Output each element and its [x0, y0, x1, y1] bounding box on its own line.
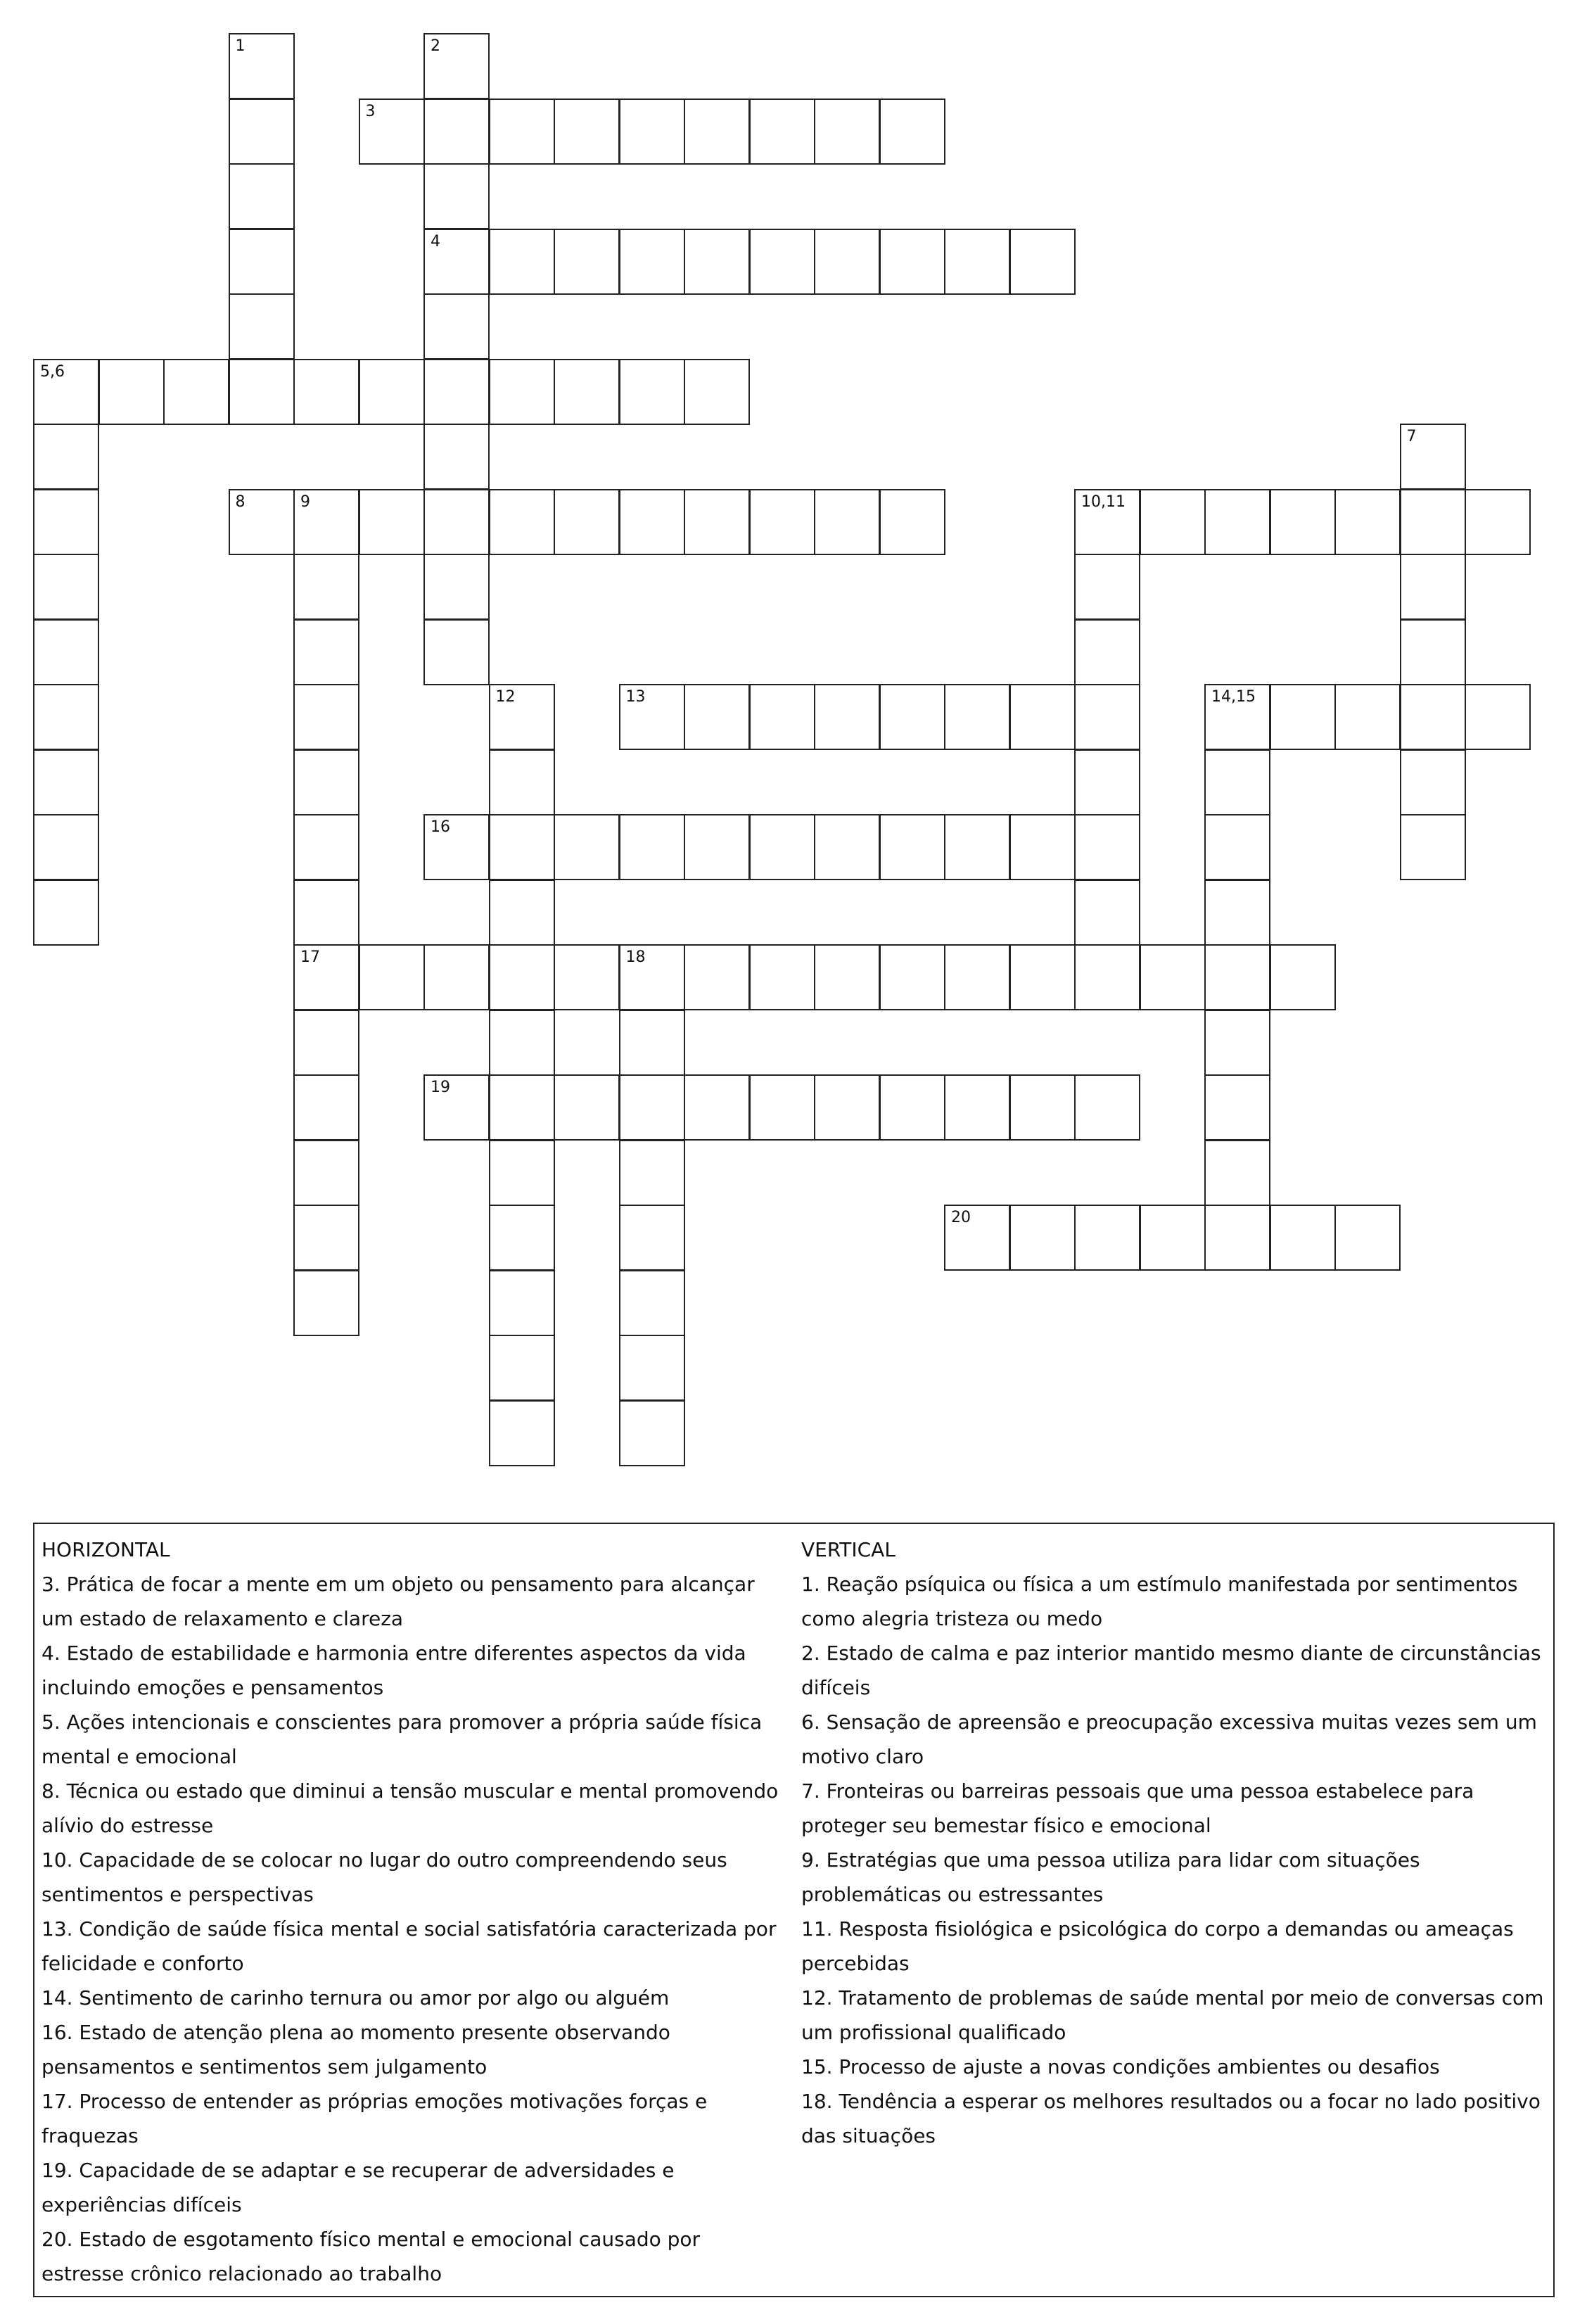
grid-cell[interactable] [33, 424, 99, 490]
grid-cell[interactable] [163, 359, 229, 425]
grid-cell[interactable] [33, 749, 99, 815]
grid-cell[interactable] [423, 619, 490, 685]
grid-cell[interactable] [293, 619, 359, 685]
grid-cell[interactable] [33, 814, 99, 880]
grid-cell[interactable] [619, 99, 685, 165]
clue-h-5: 5. Ações intencionais e conscientes para promover a própria saúde física mental e emocional [42, 1710, 763, 1768]
grid-cell[interactable] [489, 749, 555, 815]
grid-cell[interactable] [293, 1205, 359, 1271]
grid-cell[interactable] [1204, 944, 1270, 1010]
grid-cell[interactable] [619, 684, 685, 750]
clue-number: 14,15 [1211, 688, 1256, 706]
grid-cell[interactable] [489, 1400, 555, 1466]
grid-cell[interactable] [1204, 1140, 1270, 1206]
horizontal-clues [42, 1532, 787, 2291]
grid-cell[interactable] [1400, 489, 1466, 555]
horizontal-heading: HORIZONTAL [42, 1538, 170, 1561]
grid-cell[interactable] [33, 554, 99, 620]
grid-cell[interactable] [1009, 684, 1076, 750]
clues-box [33, 1523, 1555, 2297]
grid-cell[interactable] [1334, 684, 1401, 750]
grid-cell[interactable] [814, 1074, 880, 1141]
grid-cell[interactable] [423, 33, 490, 99]
clue-number: 20 [951, 1209, 971, 1226]
grid-cell[interactable] [489, 489, 555, 555]
grid-cell[interactable] [1270, 684, 1336, 750]
clue-number: 8 [235, 493, 246, 511]
grid-cell[interactable] [879, 229, 945, 295]
grid-cell[interactable] [489, 880, 555, 946]
grid-cell[interactable] [554, 1074, 620, 1141]
grid-cell[interactable] [814, 229, 880, 295]
clue-number: 12 [495, 688, 516, 706]
grid-cell[interactable] [293, 1140, 359, 1206]
clue-number: 7 [1406, 428, 1417, 445]
grid-cell[interactable] [293, 880, 359, 946]
grid-cell[interactable] [814, 814, 880, 880]
grid-cell[interactable] [944, 944, 1010, 1010]
grid-cell[interactable] [1400, 749, 1466, 815]
grid-cell[interactable] [879, 684, 945, 750]
grid-cell[interactable] [489, 1205, 555, 1271]
grid-cell[interactable] [1074, 944, 1140, 1010]
clue-number: 19 [431, 1079, 450, 1096]
grid-cell[interactable] [1009, 229, 1076, 295]
grid-cell[interactable] [33, 684, 99, 750]
grid-cell[interactable] [619, 1074, 685, 1141]
grid-cell[interactable] [229, 489, 295, 555]
grid-cell[interactable] [1074, 1074, 1140, 1141]
clue-h-16: 16. Estado de atenção plena ao momento presente observando pensamentos e sentimentos sem julgamento [42, 2021, 670, 2078]
grid-cell[interactable] [619, 1205, 685, 1271]
clue-h-8: 8. Técnica ou estado que diminui a tensão muscular e mental promovendo alívio do estresse [42, 1779, 779, 1837]
clue-number: 17 [300, 948, 320, 966]
grid-cell[interactable] [1270, 944, 1336, 1010]
clue-h-4: 4. Estado de estabilidade e harmonia entre diferentes aspectos da vida incluindo emoções e pensamentos [42, 1642, 746, 1699]
grid-cell[interactable] [423, 489, 490, 555]
grid-cell[interactable] [619, 1270, 685, 1336]
grid-cell[interactable] [684, 814, 750, 880]
grid-cell[interactable] [1204, 749, 1270, 815]
grid-cell[interactable] [944, 1074, 1010, 1141]
grid-cell[interactable] [229, 359, 295, 425]
grid-cell[interactable] [879, 1074, 945, 1141]
grid-cell[interactable] [1074, 749, 1140, 815]
grid-cell[interactable] [879, 814, 945, 880]
grid-cell[interactable] [33, 619, 99, 685]
grid-cell[interactable] [423, 163, 490, 229]
grid-cell[interactable] [619, 1335, 685, 1401]
grid-cell[interactable] [749, 229, 815, 295]
grid-cell[interactable] [489, 944, 555, 1010]
grid-cell[interactable] [944, 229, 1010, 295]
grid-cell[interactable] [489, 1335, 555, 1401]
clue-number: 1 [235, 37, 246, 55]
grid-cell[interactable] [619, 944, 685, 1010]
clue-h-13: 13. Condição de saúde física mental e social satisfatória caracterizada por felicidade e conforto [42, 1917, 777, 1975]
vertical-clues [801, 1532, 1547, 2153]
grid-cell[interactable] [1204, 489, 1270, 555]
clue-v-2: 2. Estado de calma e paz interior mantido mesmo diante de circunstâncias difíceis [801, 1642, 1541, 1699]
grid-cell[interactable] [944, 1205, 1010, 1271]
grid-cell[interactable] [619, 814, 685, 880]
grid-cell[interactable] [423, 359, 490, 425]
grid-cell[interactable] [1465, 684, 1531, 750]
grid-cell[interactable] [293, 814, 359, 880]
grid-cell[interactable] [749, 489, 815, 555]
clue-h-10: 10. Capacidade de se colocar no lugar do outro compreendendo seus sentimentos e perspectivas [42, 1848, 727, 1906]
grid-cell[interactable] [359, 99, 425, 165]
grid-cell[interactable] [1140, 944, 1206, 1010]
grid-cell[interactable] [749, 99, 815, 165]
grid-cell[interactable] [1400, 424, 1466, 490]
clue-v-12: 12. Tratamento de problemas de saúde mental por meio de conversas com um profissional qualificado [801, 1986, 1544, 2044]
clue-number: 10,11 [1081, 493, 1126, 511]
grid-cell[interactable] [879, 944, 945, 1010]
grid-cell[interactable] [749, 944, 815, 1010]
grid-cell[interactable] [1074, 684, 1140, 750]
clue-number: 16 [431, 818, 450, 836]
grid-cell[interactable] [489, 1140, 555, 1206]
grid-cell[interactable] [423, 293, 490, 360]
grid-cell[interactable] [1140, 489, 1206, 555]
grid-cell[interactable] [489, 1270, 555, 1336]
clue-v-1: 1. Reação psíquica ou física a um estímulo manifestada por sentimentos como alegria tristeza ou medo [801, 1573, 1518, 1630]
grid-cell[interactable] [229, 33, 295, 99]
grid-cell[interactable] [423, 99, 490, 165]
grid-cell[interactable] [489, 359, 555, 425]
grid-cell[interactable] [1009, 1074, 1076, 1141]
grid-cell[interactable] [423, 1074, 490, 1141]
grid-cell[interactable] [229, 293, 295, 360]
grid-cell[interactable] [423, 814, 490, 880]
clue-h-19: 19. Capacidade de se adaptar e se recuperar de adversidades e experiências difíceis [42, 2159, 675, 2216]
grid-cell[interactable] [489, 814, 555, 880]
grid-cell[interactable] [554, 489, 620, 555]
grid-cell[interactable] [1204, 814, 1270, 880]
grid-cell[interactable] [229, 99, 295, 165]
grid-cell[interactable] [1204, 684, 1270, 750]
clue-v-6: 6. Sensação de apreensão e preocupação excessiva muitas vezes sem um motivo claro [801, 1710, 1537, 1768]
grid-cell[interactable] [1400, 684, 1466, 750]
grid-cell[interactable] [1400, 619, 1466, 685]
grid-cell[interactable] [229, 163, 295, 229]
clue-number: 18 [625, 948, 646, 966]
grid-cell[interactable] [554, 814, 620, 880]
grid-cell[interactable] [423, 944, 490, 1010]
grid-cell[interactable] [1204, 1010, 1270, 1076]
grid-cell[interactable] [749, 684, 815, 750]
grid-cell[interactable] [33, 880, 99, 946]
grid-cell[interactable] [1204, 1205, 1270, 1271]
grid-cell[interactable] [749, 814, 815, 880]
clue-h-20: 20. Estado de esgotamento físico mental e emocional causado por estresse crônico relacionado ao trabalho [42, 2228, 701, 2285]
grid-cell[interactable] [33, 489, 99, 555]
grid-cell[interactable] [1334, 1205, 1401, 1271]
clue-v-9: 9. Estratégias que uma pessoa utiliza para lidar com situações problemáticas ou estressantes [801, 1848, 1420, 1906]
grid-cell[interactable] [423, 229, 490, 295]
grid-cell[interactable] [293, 944, 359, 1010]
grid-cell[interactable] [814, 489, 880, 555]
clue-number: 9 [300, 493, 310, 511]
grid-cell[interactable] [1009, 1205, 1076, 1271]
grid-cell[interactable] [684, 99, 750, 165]
grid-cell[interactable] [684, 1074, 750, 1141]
grid-cell[interactable] [293, 1270, 359, 1336]
grid-cell[interactable] [814, 944, 880, 1010]
grid-cell[interactable] [359, 359, 425, 425]
grid-cell[interactable] [1270, 1205, 1336, 1271]
clue-h-17: 17. Processo de entender as próprias emoções motivações forças e fraquezas [42, 2090, 708, 2147]
grid-cell[interactable] [1074, 619, 1140, 685]
grid-cell[interactable] [619, 1010, 685, 1076]
grid-cell[interactable] [1009, 944, 1076, 1010]
grid-cell[interactable] [1334, 489, 1401, 555]
clue-v-7: 7. Fronteiras ou barreiras pessoais que uma pessoa estabelece para proteger seu bemestar físico e emocional [801, 1779, 1474, 1837]
grid-cell[interactable] [489, 1074, 555, 1141]
grid-cell[interactable] [1009, 814, 1076, 880]
grid-cell[interactable] [293, 554, 359, 620]
grid-cell[interactable] [293, 1010, 359, 1076]
grid-cell[interactable] [293, 749, 359, 815]
clue-v-15: 15. Processo de ajuste a novas condições ambientes ou desafios [801, 2055, 1440, 2078]
grid-cell[interactable] [359, 944, 425, 1010]
grid-cell[interactable] [489, 229, 555, 295]
grid-cell[interactable] [1204, 880, 1270, 946]
grid-cell[interactable] [293, 1074, 359, 1141]
clue-number: 4 [431, 232, 440, 250]
grid-cell[interactable] [1140, 1205, 1206, 1271]
grid-cell[interactable] [1270, 489, 1336, 555]
grid-cell[interactable] [489, 99, 555, 165]
grid-cell[interactable] [1074, 814, 1140, 880]
grid-cell[interactable] [619, 229, 685, 295]
grid-cell[interactable] [554, 229, 620, 295]
grid-cell[interactable] [423, 424, 490, 490]
grid-cell[interactable] [684, 489, 750, 555]
grid-cell[interactable] [1074, 880, 1140, 946]
grid-cell[interactable] [1074, 489, 1140, 555]
grid-cell[interactable] [619, 359, 685, 425]
grid-cell[interactable] [554, 359, 620, 425]
grid-cell[interactable] [944, 684, 1010, 750]
grid-cell[interactable] [554, 944, 620, 1010]
grid-cell[interactable] [98, 359, 165, 425]
grid-cell[interactable] [1400, 554, 1466, 620]
grid-cell[interactable] [1204, 1074, 1270, 1141]
grid-cell[interactable] [1074, 1205, 1140, 1271]
clue-h-14: 14. Sentimento de carinho ternura ou amor por algo ou alguém [42, 1986, 670, 2009]
grid-cell[interactable] [814, 684, 880, 750]
clue-h-3: 3. Prática de focar a mente em um objeto ou pensamento para alcançar um estado de relaxamento e clareza [42, 1573, 755, 1630]
grid-cell[interactable] [293, 359, 359, 425]
grid-cell[interactable] [229, 229, 295, 295]
grid-cell[interactable] [619, 1140, 685, 1206]
clue-number: 5,6 [40, 362, 65, 381]
grid-cell[interactable] [1465, 489, 1531, 555]
clue-v-18: 18. Tendência a esperar os melhores resultados ou a focar no lado positivo das situações [801, 2090, 1541, 2147]
grid-cell[interactable] [489, 1010, 555, 1076]
grid-cell[interactable] [879, 489, 945, 555]
grid-cell[interactable] [749, 1074, 815, 1141]
grid-cell[interactable] [619, 1400, 685, 1466]
grid-cell[interactable] [1400, 814, 1466, 880]
clue-v-11: 11. Resposta fisiológica e psicológica do corpo a demandas ou ameaças percebidas [801, 1917, 1514, 1975]
grid-cell[interactable] [619, 489, 685, 555]
clue-number: 3 [365, 102, 376, 120]
grid-cell[interactable] [684, 684, 750, 750]
grid-cell[interactable] [489, 684, 555, 750]
grid-cell[interactable] [814, 99, 880, 165]
grid-cell[interactable] [293, 684, 359, 750]
clue-number: 2 [431, 37, 440, 55]
grid-cell[interactable] [33, 359, 99, 425]
grid-cell[interactable] [1074, 554, 1140, 620]
grid-cell[interactable] [684, 229, 750, 295]
grid-cell[interactable] [944, 814, 1010, 880]
grid-cell[interactable] [879, 99, 945, 165]
grid-cell[interactable] [423, 554, 490, 620]
grid-cell[interactable] [684, 944, 750, 1010]
grid-cell[interactable] [359, 489, 425, 555]
grid-cell[interactable] [684, 359, 750, 425]
grid-cell[interactable] [554, 99, 620, 165]
grid-cell[interactable] [293, 489, 359, 555]
vertical-heading: VERTICAL [801, 1538, 896, 1561]
clue-number: 13 [625, 688, 646, 706]
